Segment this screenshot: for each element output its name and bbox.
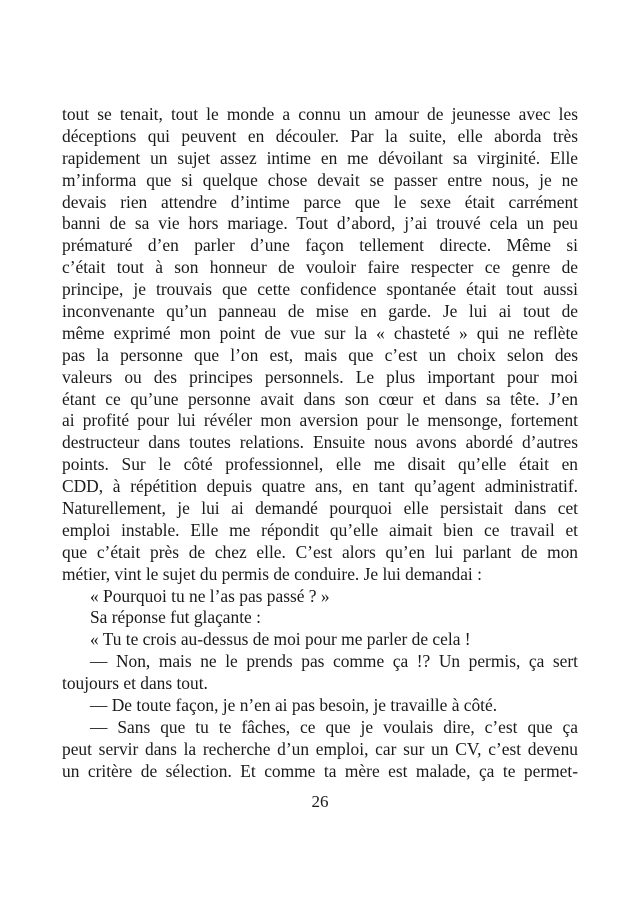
text-line: principe, je trouvais que cette confidence spontanée était tout aussi [62, 279, 578, 300]
text-line: devais rien attendre d’intime parce que le sexe était carrément [62, 191, 578, 212]
text-line: métier, vint le sujet du permis de conduire. Je lui demandai : [62, 563, 482, 584]
text-line: étant ce qu’une personne avait dans son cœur et dans sa tête. J’en [62, 388, 578, 409]
text-line: destructeur dans toutes relations. Ensuite nous avons abordé d’autres [62, 432, 578, 453]
text-line: « Tu te crois au-dessus de moi pour me parler de cela ! [90, 629, 471, 650]
text-line: « Pourquoi tu ne l’as pas passé ? » [90, 585, 330, 606]
text-line: c’était tout à son honneur de vouloir faire respecter ce genre de [62, 257, 578, 278]
text-line: emploi instable. Elle me répondit qu’elle aimait bien ce travail et [62, 519, 578, 540]
text-line: rapidement un sujet assez intime en me dévoilant sa virginité. Elle [62, 147, 578, 168]
text-line: banni de sa vie hors mariage. Tout d’abord, j’ai trouvé cela un peu [62, 213, 578, 234]
text-line: même exprimé mon point de vue sur la « chasteté » qui ne reflète [62, 322, 578, 343]
text-line: inconvenante qu’un panneau de mise en garde. Je lui ai tout de [62, 301, 578, 322]
text-line: toujours et dans tout. [62, 673, 208, 694]
text-line: que c’était près de chez elle. C’est alors qu’en lui parlant de mon [62, 541, 578, 562]
text-line: valeurs ou des principes personnels. Le plus important pour moi [62, 366, 578, 387]
text-line: m’informa que si quelque chose devait se passer entre nous, je ne [62, 169, 578, 190]
text-line: un critère de sélection. Et comme ta mère est malade, ça te permet- [62, 760, 578, 781]
text-line: Naturellement, je lui ai demandé pourquoi elle persistait dans cet [62, 498, 578, 519]
text-line: Sa réponse fut glaçante : [90, 607, 261, 628]
text-line: pas la personne que l’on est, mais que c’est un choix selon des [62, 344, 578, 365]
text-line: déceptions qui peuvent en découler. Par la suite, elle aborda très [62, 125, 578, 146]
text-line: — Non, mais ne le prends pas comme ça !? Un permis, ça sert [90, 651, 578, 672]
body-text [62, 104, 578, 783]
text-line: points. Sur le côté professionnel, elle me disait qu’elle était en [62, 454, 578, 475]
text-line: prématuré d’en parler d’une façon tellement directe. Même si [62, 235, 578, 256]
text-line: — De toute façon, je n’en ai pas besoin, je travaille à côté. [90, 695, 498, 716]
text-line: tout se tenait, tout le monde a connu un amour de jeunesse avec les [62, 104, 578, 124]
page-number: 26 [311, 792, 329, 811]
text-line: — Sans que tu te fâches, ce que je voulais dire, c’est que ça [90, 716, 578, 737]
text-line: CDD, à répétition depuis quatre ans, en tant qu’agent administratif. [62, 476, 578, 497]
text-line: peut servir dans la recherche d’un emploi, car sur un CV, c’est devenu [62, 738, 578, 759]
text-line: ai profité pour lui révéler mon aversion pour le mensonge, fortement [62, 410, 578, 431]
